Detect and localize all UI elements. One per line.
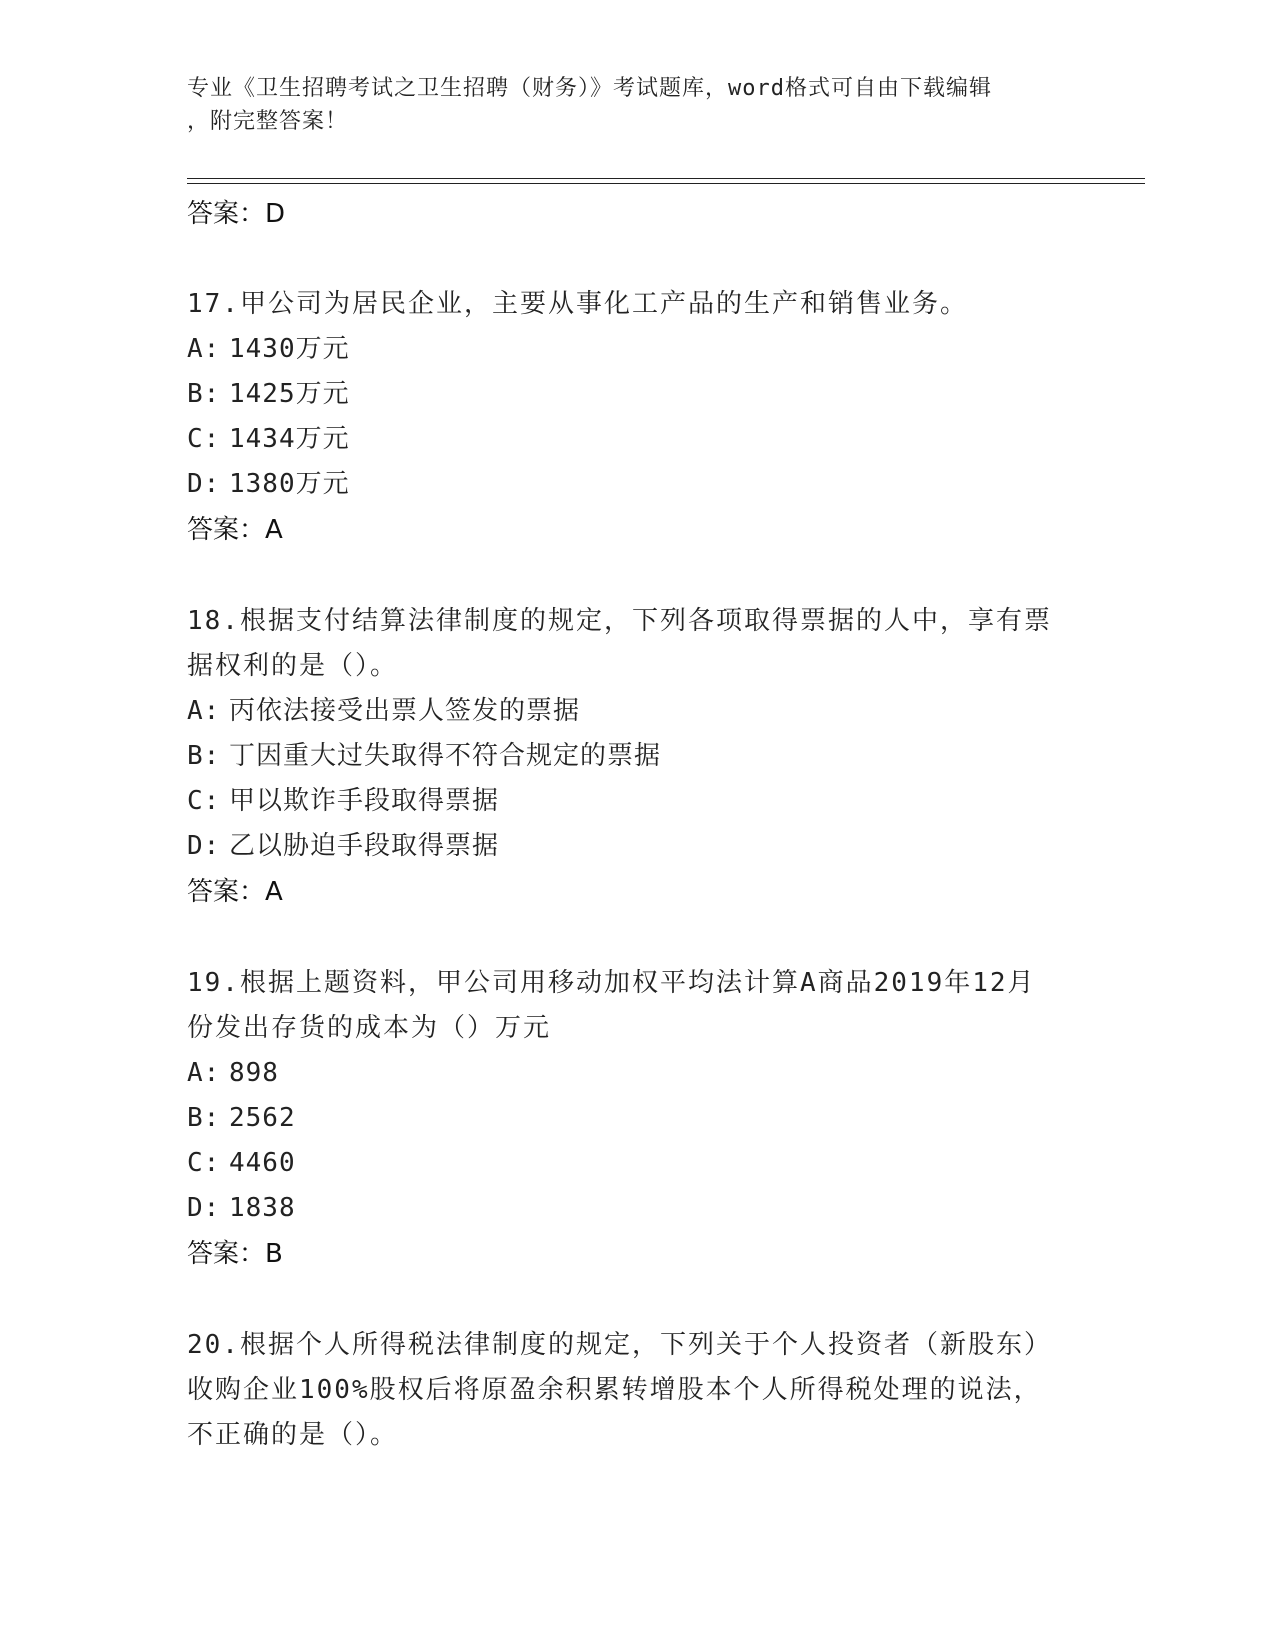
question-text: 份发出存货的成本为（）万元 [187,1013,552,1043]
header-rule-top [187,178,1145,179]
question-block [187,961,1087,1277]
question-text: 20.根据个人所得税法律制度的规定，下列关于个人投资者（新股东） [187,1330,1052,1360]
option-key: C: [187,1148,221,1178]
question-text: 17.甲公司为居民企业，主要从事化工产品的生产和销售业务。 [187,289,968,319]
option-key: B: [187,1103,221,1133]
question-block [187,599,1087,915]
question-text: 收购企业100%股权后将原盈余积累转增股本个人所得税处理的说法， [187,1375,1042,1405]
answer-line: 答案：D [187,199,286,229]
option-row [187,462,1087,507]
question-list [187,192,1087,1458]
option-text: 1425万元 [229,379,350,409]
option-row [187,779,1087,824]
option-key: D: [187,1193,221,1223]
document-header [187,72,1077,138]
option-row [187,417,1087,462]
option-row [187,689,1087,734]
option-text: 898 [229,1058,279,1088]
question-block [187,282,1087,553]
option-text: 1380万元 [229,469,350,499]
questions-container [187,282,1087,1458]
question-text: 18.根据支付结算法律制度的规定，下列各项取得票据的人中，享有票 [187,606,1052,636]
option-row [187,824,1087,869]
option-row [187,1096,1087,1141]
option-row [187,1051,1087,1096]
question-text: 不正确的是（）。 [187,1420,399,1450]
option-row [187,734,1087,779]
option-row [187,1186,1087,1231]
option-key: C: [187,786,221,816]
header-line-1: 专业《卫生招聘考试之卫生招聘（财务）》考试题库，word格式可自由下载编辑 [187,76,992,101]
question-text: 据权利的是（）。 [187,651,399,681]
option-text: 甲以欺诈手段取得票据 [229,786,500,816]
option-key: D: [187,469,221,499]
option-key: B: [187,379,221,409]
option-key: B: [187,741,221,771]
answer-line: 答案：A [187,877,283,907]
option-row [187,1141,1087,1186]
header-rule-bottom [187,183,1145,184]
option-row [187,327,1087,372]
answer-line: 答案：B [187,1239,283,1269]
option-text: 1434万元 [229,424,350,454]
option-text: 2562 [229,1103,296,1133]
answer-line: 答案：A [187,515,283,545]
option-text: 乙以胁迫手段取得票据 [229,831,500,861]
option-key: A: [187,696,221,726]
question-block [187,1323,1087,1458]
option-key: D: [187,831,221,861]
option-text: 4460 [229,1148,296,1178]
header-line-2: ，附完整答案！ [187,109,349,134]
option-key: A: [187,334,221,364]
option-text: 丙依法接受出票人签发的票据 [229,696,581,726]
option-text: 1838 [229,1193,296,1223]
option-row [187,372,1087,417]
option-key: C: [187,424,221,454]
option-text: 丁因重大过失取得不符合规定的票据 [229,741,662,771]
question-text: 19.根据上题资料，甲公司用移动加权平均法计算A商品2019年12月 [187,968,1036,998]
option-key: A: [187,1058,221,1088]
option-text: 1430万元 [229,334,350,364]
